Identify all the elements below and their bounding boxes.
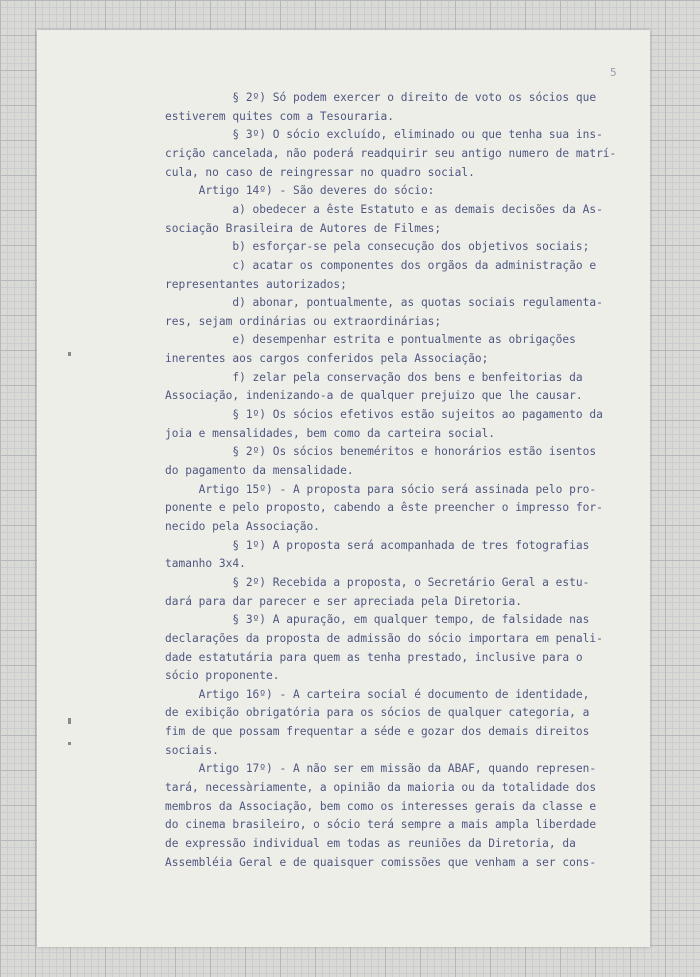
text-line: § 1º) Os sócios efetivos estão sujeitos ao pagamento da: [165, 408, 603, 422]
text-line: res, sejam ordinárias ou extraordinárias;: [165, 314, 442, 328]
text-line: f) zelar pela conservação dos bens e benfeitorias da: [165, 370, 583, 384]
text-line: § 3º) A apuração, em qualquer tempo, de falsidade nas: [165, 613, 590, 627]
text-line: de expressão individual em todas as reuniões da Diretoria, da: [165, 837, 576, 850]
text-line: ponente e pelo proposto, cabendo a êste preencher o impresso for-: [165, 501, 603, 515]
text-line: Assembléia Geral e de quaisquer comissões que venham a ser cons-: [165, 855, 597, 869]
text-line: dade estatutária para quem as tenha prestado, inclusive para o: [165, 650, 583, 664]
text-line: Associação, indenizando-a de qualquer prejuizo que lhe causar.: [165, 389, 583, 403]
text-line: estiverem quites com a Tesouraria.: [165, 109, 395, 123]
text-line: Artigo 16º) - A carteira social é documento de identidade,: [165, 687, 590, 701]
text-line: declarações da proposta de admissão do sócio importara em penali-: [165, 631, 603, 645]
text-line: joia e mensalidades, bem como da carteira social.: [165, 426, 496, 440]
text-line: § 2º) Só podem exercer o direito de voto os sócios que: [165, 91, 597, 104]
text-line: representantes autorizados;: [165, 277, 347, 291]
text-line: do cinema brasileiro, o sócio terá sempre a mais ampla liberdade: [165, 818, 597, 832]
text-line: fim de que possam frequentar a séde e gozar dos demais direitos: [165, 725, 590, 739]
text-line: e) desempenhar estrita e pontualmente as obrigações: [165, 333, 576, 347]
text-line: § 1º) A proposta será acompanhada de tres fotografias: [165, 538, 590, 552]
text-line: sociação Brasileira de Autores de Filmes;: [165, 221, 442, 235]
text-line: § 2º) Os sócios beneméritos e honorários estão isentos: [165, 445, 597, 459]
text-line: Artigo 15º) - A proposta para sócio será assinada pelo pro-: [165, 482, 597, 496]
text-line: Artigo 17º) - A não ser em missão da ABAF, quando represen-: [165, 762, 597, 776]
text-line: tará, necessàriamente, a opinião da maioria ou da totalidade dos: [165, 781, 597, 795]
text-line: tamanho 3x4.: [165, 557, 246, 571]
page-number: 5: [610, 66, 617, 79]
text-line: a) obedecer a êste Estatuto e as demais decisões da As-: [165, 202, 603, 216]
text-line: b) esforçar-se pela consecução dos objetivos sociais;: [165, 240, 590, 254]
text-line: necido pela Associação.: [165, 519, 320, 533]
text-line: de exibição obrigatória para os sócios de qualquer categoria, a: [165, 706, 590, 720]
text-line: c) acatar os componentes dos orgãos da administração e: [165, 258, 597, 272]
text-line: Artigo 14º) - São deveres do sócio:: [165, 184, 435, 198]
text-line: sociais.: [165, 743, 219, 757]
text-line: sócio proponente.: [165, 669, 280, 683]
text-line: crição cancelada, não poderá readquirir seu antigo numero de matrí-: [165, 146, 617, 160]
text-line: dará para dar parecer e ser apreciada pela Diretoria.: [165, 594, 522, 608]
margin-mark: [68, 742, 71, 745]
text-line: inerentes aos cargos conferidos pela Associação;: [165, 352, 489, 366]
text-line: § 3º) O sócio excluído, eliminado ou que tenha sua ins-: [165, 128, 603, 142]
text-line: do pagamento da mensalidade.: [165, 464, 354, 477]
margin-mark: [68, 352, 71, 356]
text-line: d) abonar, pontualmente, as quotas sociais regulamenta-: [165, 296, 603, 310]
text-line: § 2º) Recebida a proposta, o Secretário Geral a estu-: [165, 575, 590, 589]
text-line: membros da Associação, bem como os interesses gerais da classe e: [165, 799, 597, 813]
margin-mark: [68, 718, 71, 724]
text-line: cula, no caso de reingressar no quadro social.: [165, 165, 475, 179]
